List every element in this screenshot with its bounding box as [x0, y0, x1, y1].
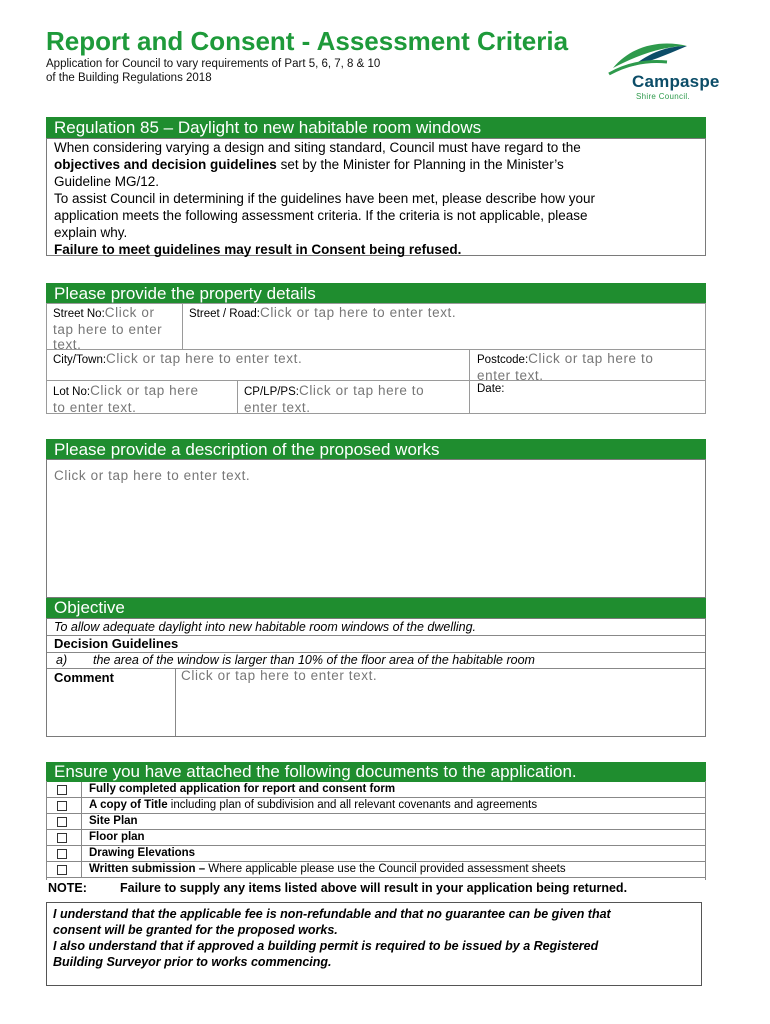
regulation-heading: Regulation 85 – Daylight to new habitable room windows	[46, 117, 706, 138]
note-text: Failure to supply any items listed above will result in your application being returned.	[120, 881, 628, 895]
regulation-text: When considering varying a design and siting standard, Council must have regard to the objectives and decision guidelines set by the Minister for Planning in the Minister’s Guideline MG/12. To assist Council in determining if the guidelines have been met, please describe how your application meets the following assessment criteria. If the criteria is not applicable, please explain why. Failure to meet guidelines may result in Consent being refused.	[54, 139, 704, 258]
checkbox[interactable]	[57, 785, 67, 795]
cp-lp-ps-field[interactable]: CP/LP/PS:Click or tap here to enter text.	[237, 380, 470, 414]
document-item: Drawing Elevations	[46, 846, 706, 862]
comment-label: Comment	[54, 670, 114, 685]
document-item: Fully completed application for report and consent form	[46, 782, 706, 798]
city-town-field[interactable]: City/Town:Click or tap here to enter text.	[46, 349, 470, 381]
description-input[interactable]: Click or tap here to enter text.	[46, 459, 706, 598]
checkbox[interactable]	[57, 833, 67, 843]
document-item: A copy of Title including plan of subdivision and all relevant covenants and agreements	[46, 798, 706, 814]
checkbox[interactable]	[57, 865, 67, 875]
document-item: Site Plan	[46, 814, 706, 830]
regulation-box	[46, 138, 706, 256]
declaration-box	[46, 902, 702, 986]
documents-heading: Ensure you have attached the following documents to the application.	[46, 762, 706, 782]
postcode-field[interactable]: Postcode:Click or tap here to enter text.	[469, 349, 706, 381]
property-heading: Please provide the property details	[46, 283, 706, 304]
street-no-field[interactable]: Street No:Click or tap here to enter text.	[46, 303, 183, 350]
property-table	[46, 303, 706, 414]
declaration-text: I understand that the applicable fee is non-refundable and that no guarantee can be given that consent will be granted for the proposed works. I also understand that if approved a building permit is required to be issued by a Registered Building Surveyor prior to works commencing.	[53, 907, 611, 969]
description-heading: Please provide a description of the proposed works	[46, 439, 706, 460]
objective-heading: Objective	[46, 598, 706, 618]
note-label: NOTE:	[48, 881, 87, 895]
logo-name: Campaspe	[632, 72, 720, 91]
checkbox[interactable]	[57, 817, 67, 827]
decision-guidelines-heading: Decision Guidelines	[54, 636, 179, 651]
objective-box	[46, 618, 706, 737]
objective-text: To allow adequate daylight into new habitable room windows of the dwelling.	[54, 620, 477, 634]
page-subtitle: Application for Council to vary requirements of Part 5, 6, 7, 8 & 10 of the Building Regulations 2018	[46, 58, 381, 84]
logo-subtitle: Shire Council.	[636, 92, 691, 101]
document-item: Floor plan	[46, 830, 706, 846]
warning-text: Failure to meet guidelines may result in Consent being refused.	[54, 242, 462, 257]
page-title: Report and Consent - Assessment Criteria	[46, 26, 569, 56]
checkbox[interactable]	[57, 801, 67, 811]
document-item: Written submission – Where applicable please use the Council provided assessment sheets	[46, 862, 706, 878]
comment-input[interactable]: Click or tap here to enter text.	[181, 668, 378, 683]
checkbox[interactable]	[57, 849, 67, 859]
lot-no-field[interactable]: Lot No:Click or tap here to enter text.	[46, 380, 238, 414]
street-road-field[interactable]: Street / Road:Click or tap here to enter text.	[182, 303, 706, 350]
guideline-item: a) the area of the window is larger than 10% of the floor area of the habitable room	[47, 652, 705, 669]
date-field[interactable]: Date:	[469, 380, 706, 414]
council-logo	[603, 38, 731, 104]
